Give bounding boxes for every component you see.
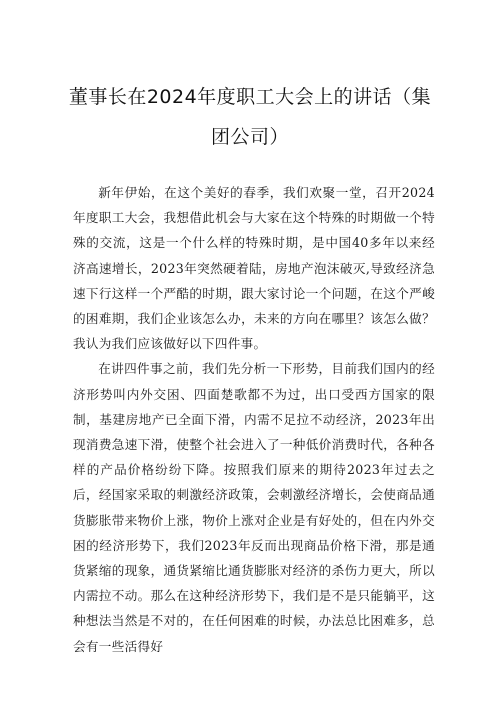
document-title-line-1: 董事长在2024年度职工大会上的讲话（集 <box>68 86 432 108</box>
paragraph-2: 在讲四件事之前，我们先分析一下形势，目前我们国内的经济形势叫内外交困、四面楚歌都不为过，出口受西方国家的限制，基建房地产已全面下滑，内需不足拉不动经济，2023年出现消费急速下滑，使整个社会进入了一种低价消费时代，各种各样的产品价格纷纷下降。按照我们原来的期待2023年过去之后，经国家采取的刺激经济政策，会刺激经济增长，会使商品通货膨胀带来物价上涨，物价上涨对企业是有好处的，但在内外交困的经济形势下，我们2023年反而出现商品价格下滑，那是通货紧缩的现象，通货紧缩比通货膨胀对经济的杀伤力更大，所以内需拉不动。那么在这种经济形势下，我们是不是只能躺平，这种想法当然是不对的，在任何困难的时候，办法总比困难多，总会有一些活得好 <box>73 361 435 654</box>
document-title-line-2: 团公司） <box>210 126 289 148</box>
document-body <box>73 180 435 659</box>
paragraph-1: 新年伊始，在这个美好的春季，我们欢聚一堂，召开2024年度职工大会，我想借此机会与大家在这个特殊的时期做一个特殊的交流，这是一个什么样的特殊时期，是中国40多年以来经济高速增长，2023年突然硬着陆，房地产泡沫破灭,导致经济急速下行这样一个严酷的时期，跟大家讨论一个问题，在这个严峻的困难期，我们企业该怎么办，未来的方向在哪里？该怎么做？我认为我们应该做好以下四件事。 <box>73 185 435 352</box>
